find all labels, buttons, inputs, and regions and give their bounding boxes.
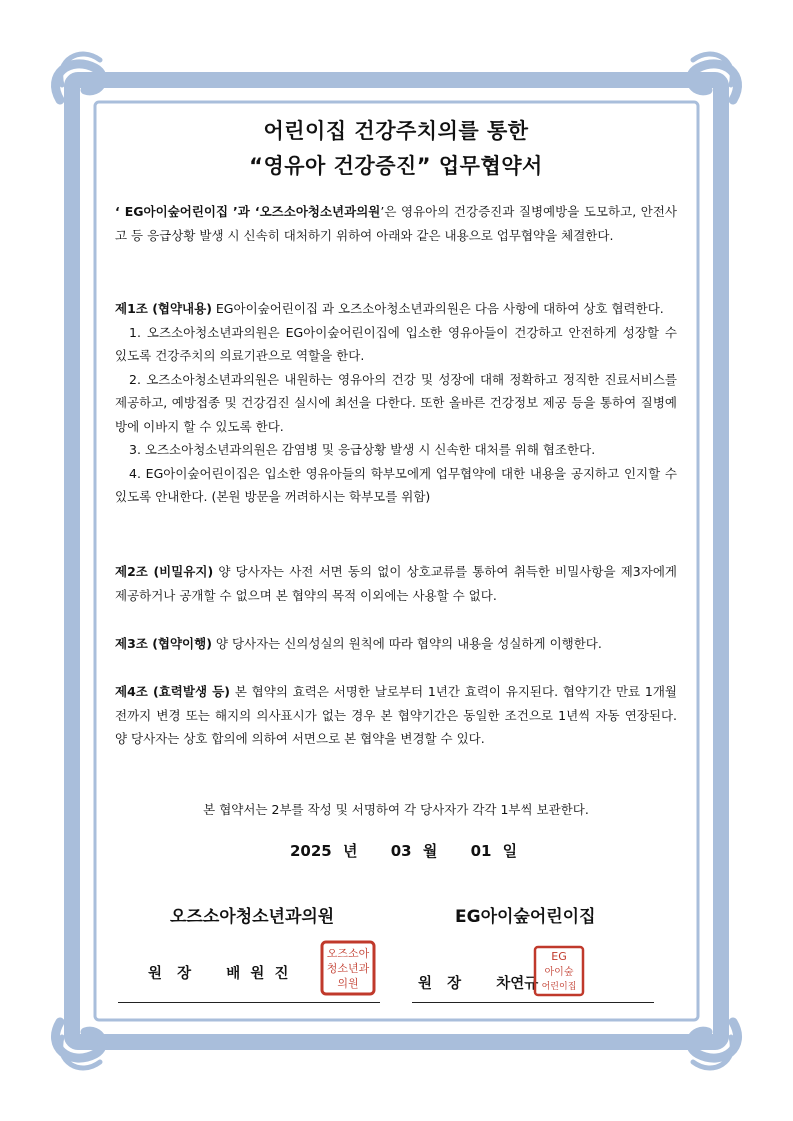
article-3 (115, 632, 677, 656)
article-4-heading: 제4조 (효력발생 등) (115, 684, 231, 699)
date-year-unit: 년 (342, 842, 358, 860)
intro-party-a: EG아이숲어린이집 (124, 204, 229, 219)
date-year: 2025 (290, 842, 332, 860)
seal-left-text-2: 청소년과 (326, 962, 370, 975)
article-4-text: 본 협약의 효력은 서명한 날로부터 1년간 효력이 유지된다. 협약기간 만료 1개월 전까지 변경 또는 해지의 의사표시가 없는 경우 본 협약기간은 동일한 조건으로 1년씩 자동 연장된다. 양 당사자는 상호 합의에 의하여 서면으로 본 협약을 변경할 수 있다. (115, 684, 677, 746)
date-day-unit: 일 (502, 842, 518, 860)
date-month: 03 (390, 842, 412, 860)
signature-left-title: 원 장 (148, 966, 192, 982)
seal-left-text-1: 오즈소아 (326, 947, 370, 960)
agreement-date (290, 840, 517, 861)
closing-statement: 본 협약서는 2부를 작성 및 서명하여 각 당사자가 각각 1부씩 보관한다. (203, 802, 589, 817)
article-1-text: EG아이숲어린이집 과 오즈소아청소년과의원은 다음 사항에 대하여 상호 협력한다. (211, 301, 664, 316)
signature-line-right (412, 1002, 654, 1003)
intro-party-b: 오즈소아청소년과의원 (259, 204, 381, 219)
party-right-org: EG아이숲어린이집 (455, 907, 596, 927)
seal-stamp-left (320, 940, 376, 996)
seal-right-text-1: EG (551, 950, 567, 963)
intro-paragraph (115, 200, 677, 247)
party-left-org: 오즈소아청소년과의원 (170, 907, 335, 927)
intro-quote-open: ‘ (115, 204, 125, 219)
seal-right-text-2: 아이숲 (544, 967, 574, 978)
article-4 (115, 680, 677, 751)
document-title-line1: 어린이집 건강주치의를 통한 (263, 119, 529, 143)
signature-right (418, 972, 538, 993)
seal-right-text-3: 어린이집 (541, 982, 577, 992)
signature-right-title: 원 장 (418, 976, 462, 992)
date-day: 01 (470, 842, 492, 860)
article-3-heading: 제3조 (협약이행) (115, 636, 212, 651)
article-1 (115, 297, 677, 509)
document-title-line2: “영유아 건강증진” 업무협약서 (249, 154, 543, 178)
article-2-heading: 제2조 (비밀유지) (115, 564, 214, 579)
article-1-item: 3. 오즈소아청소년과의원은 감염병 및 응급상황 발생 시 신속한 대처를 위해 협조한다. (129, 442, 596, 457)
signature-left-name: 배 원 진 (226, 966, 289, 982)
intro-quote-mid: ’과 ‘ (228, 204, 260, 219)
intro-text: ’은 영유아의 건강증진과 질병예방을 도모하고, 안전사고 등 응급상황 발생 시 신속히 대처하기 위하여 아래와 같은 내용으로 업무협약을 체결한다. (115, 204, 677, 243)
article-2-text: 양 당사자는 사전 서면 동의 없이 상호교류를 통하여 취득한 비밀사항을 제3자에게 제공하거나 공개할 수 없으며 본 협약의 목적 이외에는 사용할 수 없다. (115, 564, 677, 603)
article-1-item: 1. 오즈소아청소년과의원은 EG아이숲어린이집에 입소한 영유아들이 건강하고 안전하게 성장할 수 있도록 건강주치의 의료기관으로 역할을 한다. (115, 324, 677, 363)
article-1-item: 2. 오즈소아청소년과의원은 내원하는 영유아의 건강 및 성장에 대해 정확하고 정직한 진료서비스를 제공하고, 예방접종 및 건강검진 실시에 최선을 다한다. 또한 올바른 건강정보 제공 등을 통하여 질병예방에 이바지 할 수 있도록 한다. (115, 371, 677, 434)
signature-left (148, 962, 288, 983)
article-2 (115, 560, 677, 607)
seal-left-text-3: 의원 (337, 977, 359, 990)
signature-line-left (118, 1002, 380, 1003)
article-1-heading: 제1조 (협약내용) (115, 301, 212, 316)
article-1-item: 4. EG아이숲어린이집은 입소한 영유아들의 학부모에게 업무협약에 대한 내용을 공지하고 인지할 수 있도록 안내한다. (본원 방문을 꺼려하시는 학부모를 위함) (115, 465, 677, 504)
seal-stamp-right (533, 945, 585, 997)
signature-right-name: 차연규 (496, 976, 539, 992)
date-month-unit: 월 (422, 842, 438, 860)
article-3-text: 양 당사자는 신의성실의 원칙에 따라 협약의 내용을 성실하게 이행한다. (211, 636, 602, 651)
